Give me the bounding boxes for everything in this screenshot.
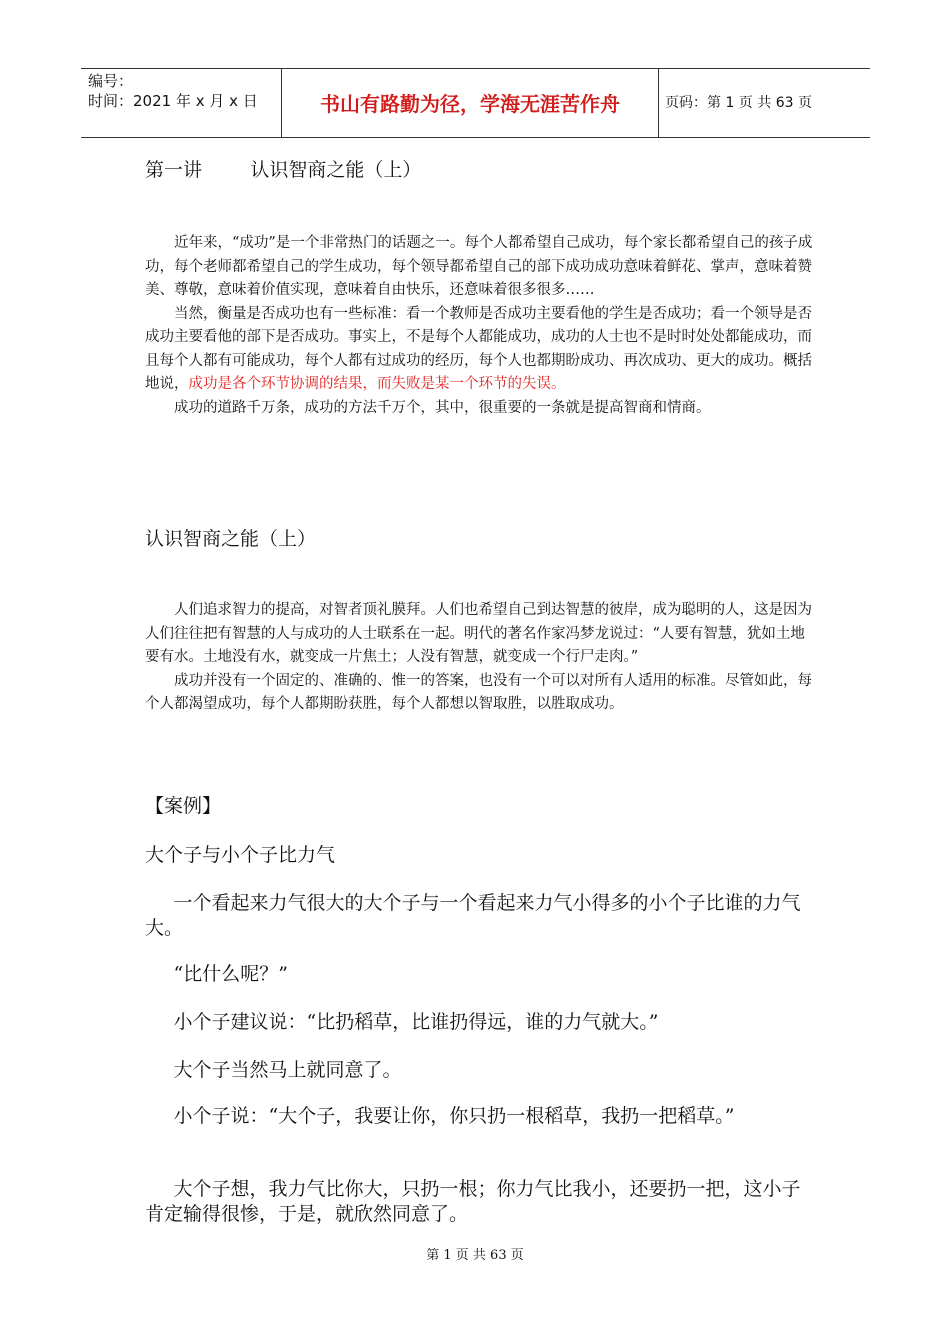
- story-paragraph: [145, 891, 810, 941]
- lecture-title: 第一讲 认识智商之能（上）: [145, 159, 422, 181]
- case-label: 【案例】: [145, 795, 222, 817]
- story-paragraph: [145, 1058, 810, 1083]
- story-paragraph-4: 大个子当然马上就同意了。: [173, 1059, 402, 1081]
- intro-section: [145, 232, 817, 420]
- story-paragraph-2: “比什么呢？”: [173, 963, 288, 985]
- header-page-cell: [659, 69, 870, 137]
- story-paragraph: [145, 1104, 810, 1129]
- story-paragraph-3: 小个子建议说：“比扔稻草，比谁扔得远，谁的力气就大。”: [173, 1011, 659, 1033]
- highlighted-sentence: 成功是各个环节协调的结果，而失败是某一个环节的失误。: [188, 376, 566, 392]
- section-paragraph-1: 人们追求智力的提高，对智者顶礼膜拜。人们也希望自己到达智慧的彼岸，成为聪明的人，这是因为人们往往把有智慧的人与成功的人士联系在一起。明代的著名作家冯梦龙说过：“人要有智慧，犹如土地要有水。土地没有水，就变成一片焦土；人没有智慧，就变成一个行尸走肉。”: [145, 602, 812, 665]
- story-paragraph: [145, 1010, 810, 1035]
- section-title: 认识智商之能（上）: [145, 528, 317, 550]
- document-header: [81, 68, 870, 138]
- intro-paragraph-1: 近年来，“成功”是一个非常热门的话题之一。每个人都希望自己成功，每个家长都希望自己的孩子成功，每个老师都希望自己的学生成功，每个领导都希望自己的部下成功成功意味着鲜花、掌声，意味着赞美、尊敬，意味着价值实现，意味着自由快乐，还意味着很多很多……: [145, 235, 813, 298]
- page-footer: 第 1 页 共 63 页: [426, 1248, 524, 1263]
- story-paragraph: [145, 1177, 810, 1227]
- story-paragraph-5: 小个子说：“大个子，我要让你，你只扔一根稻草，我扔一把稻草。”: [173, 1105, 735, 1127]
- document-number-label: 编号：: [88, 72, 134, 90]
- story-paragraph-6: 大个子想，我力气比你大，只扔一根；你力气比我小，还要扔一把，这小子肯定输得很惨，于是，就欣然同意了。: [145, 1178, 801, 1225]
- page-info: 页码：第 1 页 共 63 页: [665, 95, 812, 111]
- motto: 书山有路勤为径，学海无涯苦作舟: [320, 92, 620, 116]
- document-date: 时间：2021 年 x 月 x 日: [88, 92, 258, 110]
- story-paragraph: [145, 962, 810, 987]
- story-title: 大个子与小个子比力气: [145, 844, 336, 866]
- intro-paragraph-3: 成功的道路千万条，成功的方法千万个，其中，很重要的一条就是提高智商和情商。: [174, 399, 711, 416]
- intro-paragraph-2-text: 当然，衡量是否成功也有一些标准：看一个教师是否成功主要看他的学生是否成功；看一个领导是否成功主要看他的部下是否成功。事实上，不是每个人都能成功，成功的人士也不是时时处处都能成功，而且每个人都有可能成功，每个人都有过成功的经历，每个人也都期盼成功、再次成功、更大的成功。概括地说，: [145, 305, 812, 392]
- section-body: [145, 599, 817, 717]
- intro-paragraph-2: [145, 303, 817, 397]
- header-meta-cell: [81, 69, 282, 137]
- section-paragraph-2: 成功并没有一个固定的、准确的、惟一的答案，也没有一个可以对所有人适用的标准。尽管如此，每个人都渴望成功，每个人都期盼获胜，每个人都想以智取胜，以胜取成功。: [145, 672, 812, 712]
- header-motto-cell: [282, 69, 659, 137]
- story-paragraph-1: 一个看起来力气很大的大个子与一个看起来力气小得多的小个子比谁的力气大。: [145, 892, 801, 939]
